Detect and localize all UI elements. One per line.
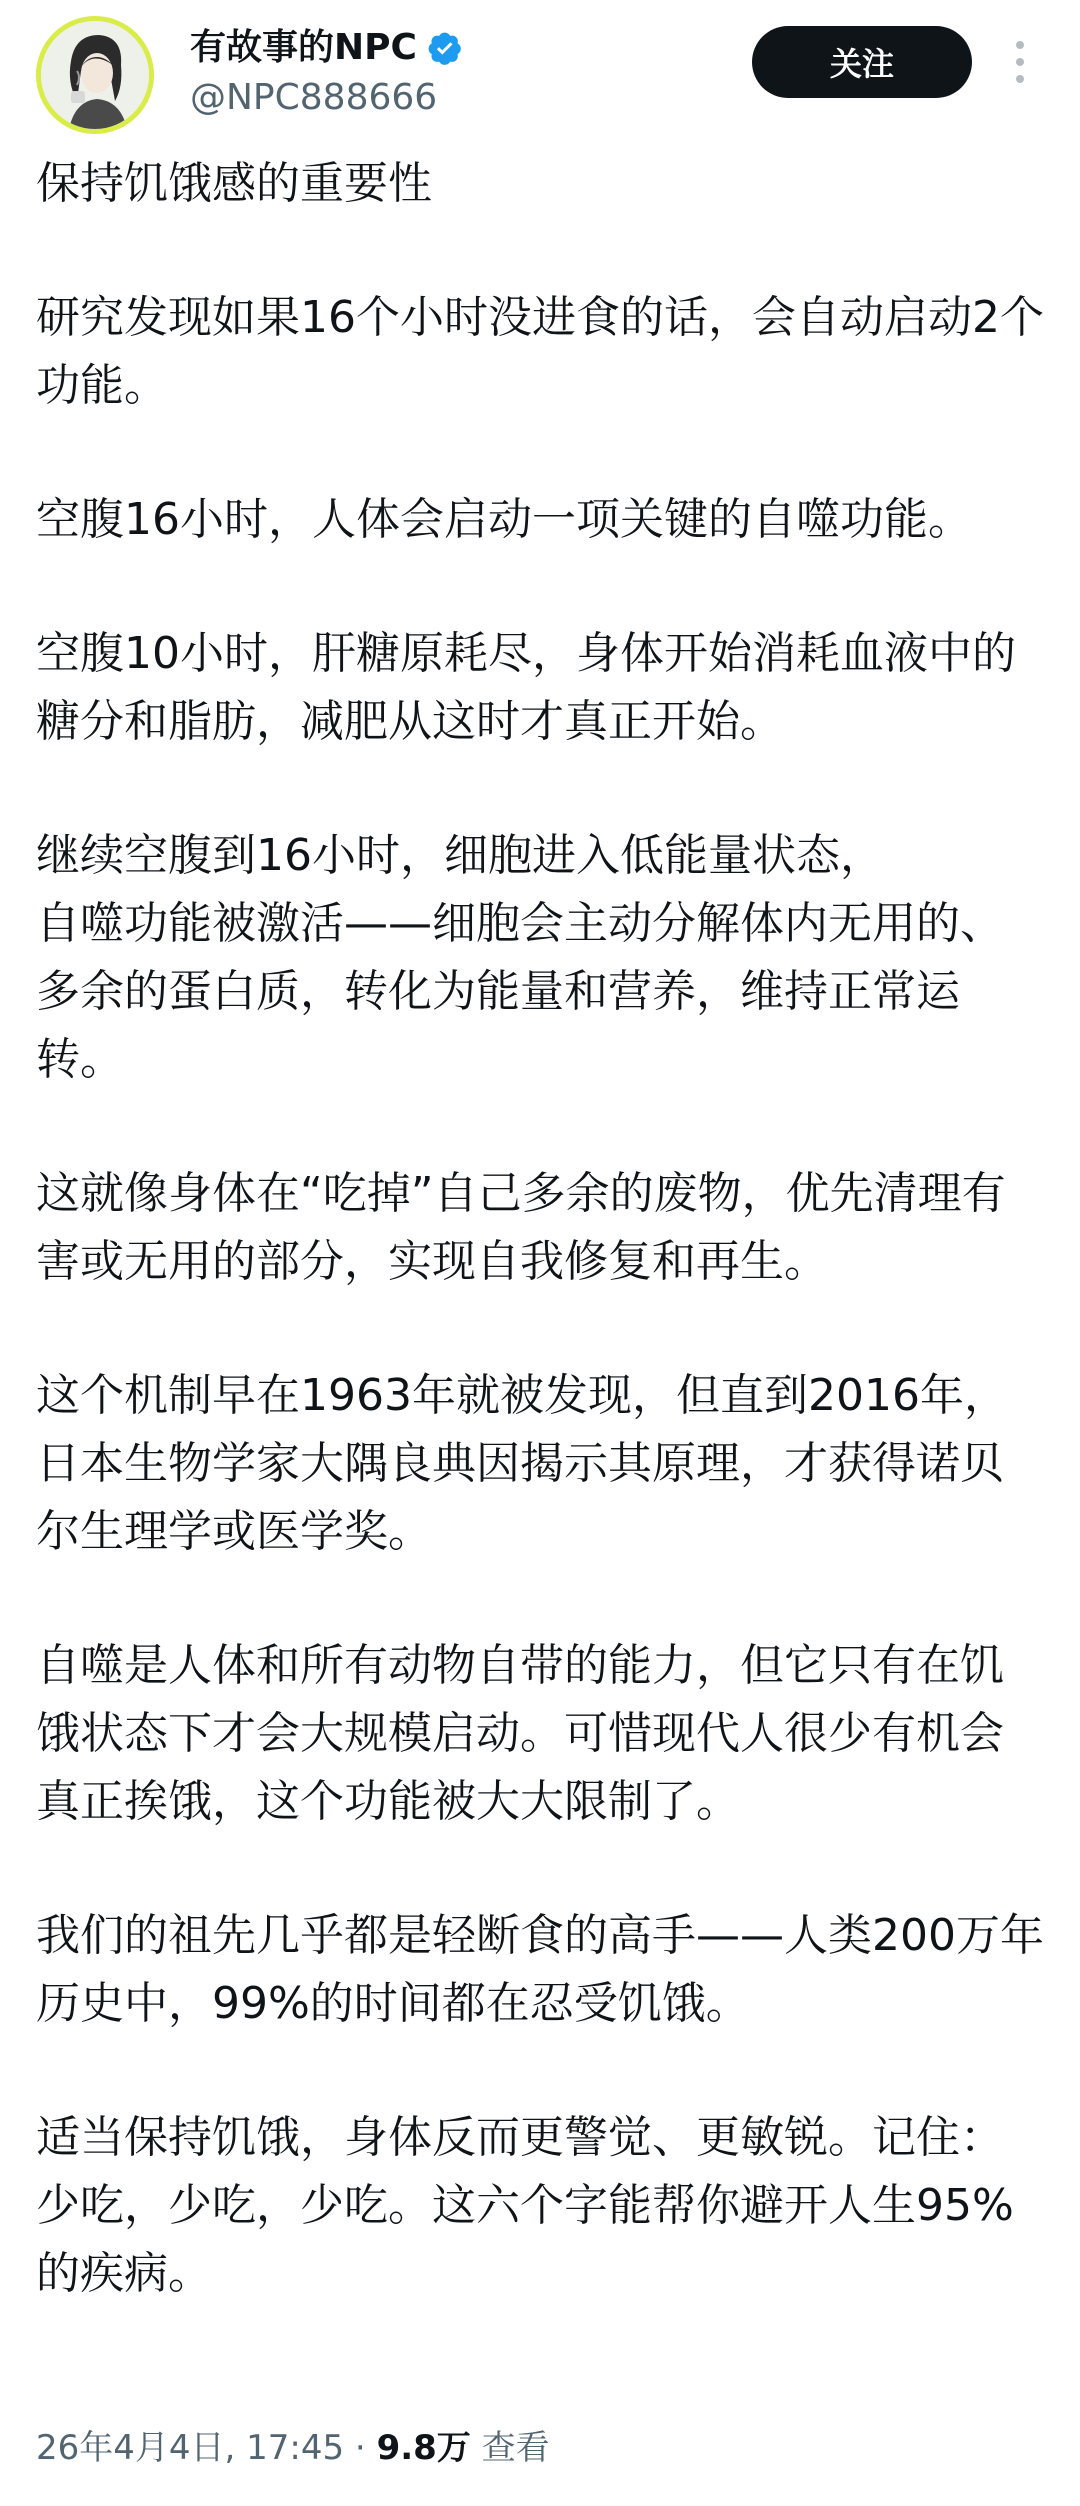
views-label: 查看 (470, 2428, 550, 2468)
post-paragraph: 这个机制早在1963年就被发现，但直到2016年，日本生物学家大隅良典因揭示其原理，才获得诺贝尔生理学或医学奖。 (36, 1370, 1008, 1557)
meta-separator: · (344, 2428, 377, 2468)
more-dot (1016, 58, 1024, 66)
post-paragraph: 这就像身体在“吃掉”自己多余的废物，优先清理有害或无用的部分，实现自我修复和再生。 (36, 1168, 1006, 1287)
more-dot (1016, 75, 1024, 83)
post-timestamp[interactable]: 26年4月4日, 17:45 (36, 2428, 345, 2468)
follow-button[interactable]: 关注 (752, 26, 972, 98)
post-paragraph: 我们的祖先几乎都是轻断食的高手——人类200万年历史中，99%的时间都在忍受饥饿。 (36, 1910, 1044, 2029)
post-header (0, 0, 1080, 140)
post-paragraph: 研究发现如果16个小时没进食的话，会自动启动2个功能。 (36, 292, 1044, 411)
author-avatar[interactable] (36, 16, 154, 134)
author-handle[interactable]: @NPC888666 (190, 77, 438, 118)
avatar-illustration (41, 21, 149, 129)
verified-badge-icon (427, 30, 463, 66)
post-paragraph: 适当保持饥饿，身体反而更警觉、更敏锐。记住：少吃，少吃，少吃。这六个字能帮你避开人生95%的疾病。 (36, 2112, 1014, 2299)
post-text (36, 150, 1046, 2374)
post-paragraph: 自噬是人体和所有动物自带的能力，但它只有在饥饿状态下才会大规模启动。可惜现代人很少有机会真正挨饿，这个功能被大大限制了。 (36, 1640, 1004, 1827)
post-paragraph: 空腹16小时，人体会启动一项关键的自噬功能。 (36, 494, 972, 545)
post-meta (36, 2420, 550, 2476)
post-paragraph: 空腹10小时，肝糖原耗尽，身体开始消耗血液中的糖分和脂肪，减肥从这时才真正开始。 (36, 628, 1016, 747)
author-name-row (190, 24, 463, 72)
views-count: 9.8万 (376, 2428, 471, 2468)
more-dot (1016, 41, 1024, 49)
author-display-name[interactable]: 有故事的NPC (190, 27, 417, 68)
more-vertical-icon[interactable] (1000, 32, 1040, 92)
post-paragraph: 继续空腹到16小时，细胞进入低能量状态， 自噬功能被激活——细胞会主动分解体内无用的、多余的蛋白质，转化为能量和营养，维持正常运转。 (36, 830, 1004, 1085)
post-paragraph: 保持饥饿感的重要性 (36, 158, 432, 209)
